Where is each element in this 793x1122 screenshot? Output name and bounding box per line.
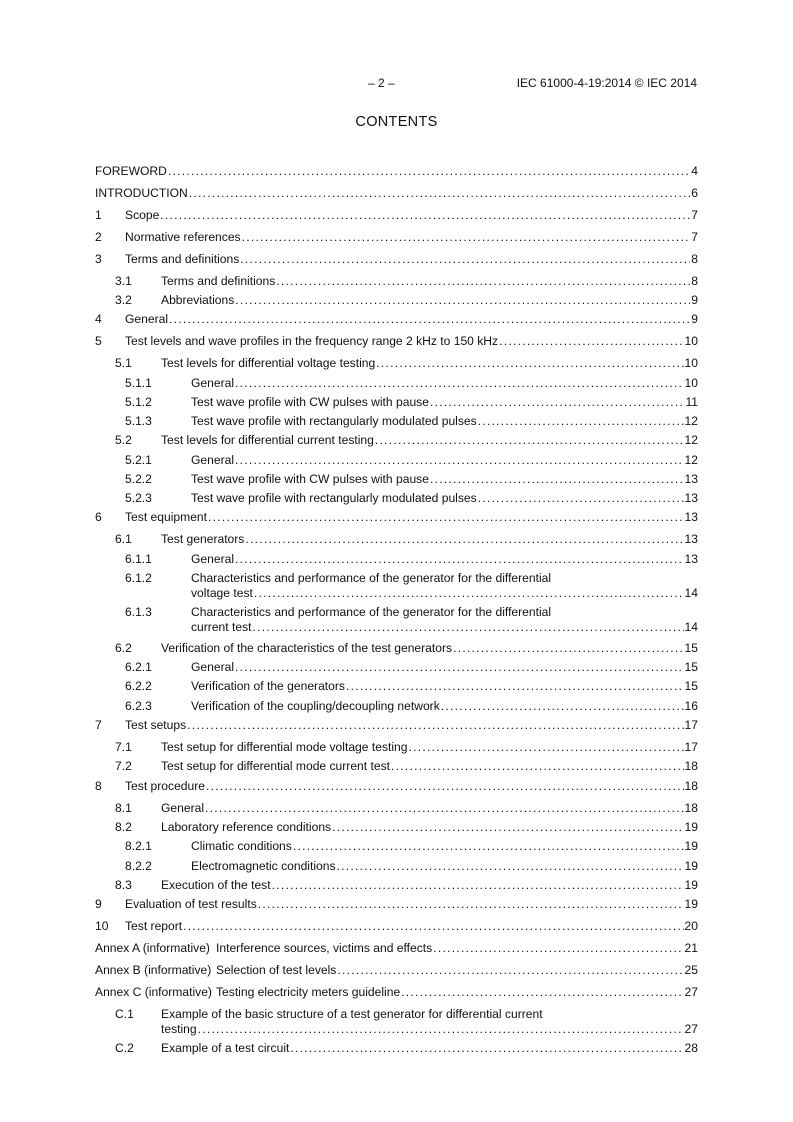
toc-entry-title: General	[191, 376, 235, 390]
toc-entry-title: Test wave profile with rectangularly modulated pulses	[191, 414, 477, 428]
toc-entry-title: Laboratory reference conditions	[161, 820, 332, 834]
toc-entry[interactable]	[95, 164, 698, 180]
toc-entry[interactable]	[95, 208, 698, 224]
toc-entry[interactable]	[95, 820, 698, 836]
toc-entry-title: FOREWORD	[95, 164, 167, 178]
toc-entry-page-number: 27	[684, 985, 698, 999]
toc-entry[interactable]	[95, 801, 698, 817]
toc-entry-number: 10	[95, 919, 109, 933]
toc-entry-title: General	[125, 312, 169, 326]
toc-entry-title: Normative references	[125, 230, 241, 244]
toc-entry-title: Testing electricity meters guideline	[216, 985, 401, 999]
dot-leader	[208, 510, 684, 525]
dot-leader	[235, 660, 684, 675]
toc-entry-title: Verification of the characteristics of the test generators	[161, 641, 453, 655]
toc-entry-page-number: 12	[684, 414, 698, 428]
toc-entry[interactable]	[95, 839, 698, 855]
toc-entry-title: Terms and definitions	[161, 274, 276, 288]
toc-entry-number: 5	[95, 334, 102, 348]
toc-entry-number: 6.1.3	[125, 605, 152, 619]
toc-entry-page-number: 11	[685, 395, 698, 409]
toc-entry-title: current test	[191, 620, 252, 634]
dot-leader	[430, 472, 684, 487]
dot-leader	[276, 274, 690, 289]
toc-entry-title: Test report	[125, 919, 183, 933]
dot-leader	[198, 1022, 684, 1037]
toc-entry-page-number: 25	[684, 963, 698, 977]
toc-entry-number: 6.2.2	[125, 679, 152, 693]
toc-entry[interactable]	[95, 878, 698, 894]
dot-leader	[168, 164, 690, 179]
toc-entry-number: 3.2	[115, 293, 132, 307]
toc-entry-number: 6.1.2	[125, 571, 152, 585]
toc-entry-number: 6.1.1	[125, 552, 152, 566]
toc-entry[interactable]	[95, 759, 698, 775]
toc-entry[interactable]	[95, 571, 698, 603]
toc-entry-page-number: 20	[684, 919, 698, 933]
toc-entry-title: Test setups	[125, 718, 187, 732]
toc-entry-number: 5.1.3	[125, 414, 152, 428]
dot-leader	[332, 820, 683, 835]
page-title: CONTENTS	[355, 114, 438, 130]
toc-entry[interactable]	[95, 552, 698, 568]
toc-entry-page-number: 18	[684, 759, 698, 773]
toc-entry[interactable]	[95, 605, 698, 637]
toc-entry-title: Test levels for differential voltage testing	[161, 356, 376, 370]
toc-entry[interactable]	[95, 1007, 698, 1039]
toc-entry-page-number: 18	[684, 779, 698, 793]
dot-leader	[189, 186, 691, 201]
toc-entry-page-number: 10	[684, 334, 698, 348]
toc-entry[interactable]	[95, 356, 698, 372]
dot-leader	[183, 919, 683, 934]
dot-leader	[290, 1041, 683, 1056]
toc-entry-page-number: 17	[684, 740, 698, 754]
toc-entry-number: Annex A (informative)	[95, 941, 210, 955]
toc-entry-title: Test wave profile with CW pulses with pause	[191, 472, 429, 486]
toc-entry[interactable]	[95, 334, 698, 350]
toc-entry[interactable]	[95, 699, 698, 715]
toc-entry-title: Test procedure	[125, 779, 205, 793]
toc-entry-page-number: 17	[684, 718, 698, 732]
toc-entry-page-number: 15	[684, 679, 698, 693]
toc-entry-page-number: 21	[684, 941, 698, 955]
dot-leader	[478, 414, 684, 429]
dot-leader	[346, 679, 684, 694]
toc-entry-number: 5.2.1	[125, 453, 152, 467]
dot-leader	[235, 376, 684, 391]
toc-entry-number: 8	[95, 779, 102, 793]
toc-entry-number: 3.1	[115, 274, 132, 288]
toc-entry-number: 8.2.2	[125, 859, 152, 873]
toc-entry-number: 8.1	[115, 801, 132, 815]
toc-entry-page-number: 9	[691, 312, 698, 326]
toc-entry-number: 5.2	[115, 433, 132, 447]
toc-entry-number: 6.2	[115, 641, 132, 655]
toc-entry[interactable]	[95, 859, 698, 875]
toc-entry-number: C.1	[115, 1007, 134, 1021]
dot-leader	[235, 453, 684, 468]
toc-entry-number: 7.2	[115, 759, 132, 773]
toc-entry-title: Scope	[125, 208, 160, 222]
toc-entry-page-number: 19	[684, 878, 698, 892]
toc-entry-page-number: 6	[691, 186, 698, 200]
toc-entry-title: General	[191, 660, 235, 674]
dot-leader	[242, 230, 691, 245]
toc-entry-title: Climatic conditions	[191, 839, 292, 853]
toc-entry-title: voltage test	[191, 586, 253, 600]
dot-leader	[235, 293, 690, 308]
dot-leader	[205, 801, 684, 816]
toc-entry-page-number: 13	[684, 552, 698, 566]
dot-leader	[376, 356, 683, 371]
toc-entry-title: Test equipment	[125, 510, 208, 524]
toc-entry-page-number: 18	[684, 801, 698, 815]
toc-entry[interactable]	[95, 414, 698, 430]
toc-entry[interactable]	[95, 376, 698, 392]
toc-entry-page-number: 19	[684, 839, 698, 853]
dot-leader	[499, 334, 683, 349]
toc-entry-title: Abbreviations	[161, 293, 235, 307]
toc-entry-title: testing	[161, 1022, 197, 1036]
toc-entry-title: Execution of the test	[161, 878, 271, 892]
toc-entry-title-line1: Characteristics and performance of the generator for the differential	[191, 571, 552, 585]
toc-entry-page-number: 8	[691, 252, 698, 266]
dot-leader	[272, 878, 684, 893]
toc-entry-title: INTRODUCTION	[95, 186, 188, 200]
toc-entry-title: Terms and definitions	[125, 252, 240, 266]
dot-leader	[375, 433, 684, 448]
toc-entry-title: Verification of the generators	[191, 679, 345, 693]
toc-entry[interactable]	[95, 433, 698, 449]
toc-entry[interactable]	[95, 472, 698, 488]
dot-leader	[401, 985, 683, 1000]
toc-entry-title-line1: Characteristics and performance of the generator for the differential	[191, 605, 552, 619]
toc-entry-page-number: 10	[684, 376, 698, 390]
toc-entry-page-number: 4	[691, 164, 698, 178]
toc-entry-title-line1: Example of the basic structure of a test generator for differential current	[161, 1007, 543, 1021]
toc-entry-page-number: 19	[684, 859, 698, 873]
toc-entry-title: Test wave profile with CW pulses with pause	[191, 395, 429, 409]
document-identifier: IEC 61000-4-19:2014 © IEC 2014	[516, 76, 697, 90]
toc-entry-number: 6.2.3	[125, 699, 152, 713]
toc-entry-number: 4	[95, 312, 102, 326]
toc-entry[interactable]	[95, 941, 698, 957]
toc-entry-title: Test setup for differential mode current test	[161, 759, 391, 773]
toc-entry-page-number: 15	[684, 660, 698, 674]
dot-leader	[160, 208, 690, 223]
toc-entry[interactable]	[95, 919, 698, 935]
toc-entry-page-number: 14	[684, 586, 698, 600]
toc-entry[interactable]	[95, 641, 698, 657]
toc-entry[interactable]	[95, 679, 698, 695]
toc-entry[interactable]	[95, 718, 698, 734]
toc-entry[interactable]	[95, 186, 698, 202]
toc-entry[interactable]	[95, 532, 698, 548]
toc-entry-title: Selection of test levels	[216, 963, 337, 977]
toc-entry-number: 8.2.1	[125, 839, 152, 853]
toc-entry[interactable]	[95, 312, 698, 328]
toc-entry-number: 2	[95, 230, 102, 244]
toc-entry-page-number: 12	[684, 433, 698, 447]
dot-leader	[245, 532, 683, 547]
dot-leader	[187, 718, 683, 733]
toc-entry-page-number: 19	[684, 820, 698, 834]
toc-entry-page-number: 27	[684, 1022, 698, 1036]
dot-leader	[433, 941, 683, 956]
toc-entry-number: 5.1	[115, 356, 132, 370]
toc-entry-number: C.2	[115, 1041, 134, 1055]
dot-leader	[293, 839, 684, 854]
toc-entry-number: 6.2.1	[125, 660, 152, 674]
toc-entry-page-number: 13	[684, 472, 698, 486]
toc-entry-title: Evaluation of test results	[125, 897, 257, 911]
toc-entry-number: 9	[95, 897, 102, 911]
dot-leader	[441, 699, 684, 714]
toc-entry-page-number: 7	[691, 208, 698, 222]
dot-leader	[258, 897, 684, 912]
toc-entry-number: 5.2.2	[125, 472, 152, 486]
toc-entry-title: Test generators	[161, 532, 245, 546]
toc-entry-number: 5.1.1	[125, 376, 152, 390]
toc-entry[interactable]	[95, 510, 698, 526]
toc-entry-number: Annex C (informative)	[95, 985, 212, 999]
dot-leader	[254, 586, 684, 601]
page-number: – 2 –	[368, 76, 395, 90]
toc-entry-title: General	[191, 552, 235, 566]
toc-entry-number: 8.3	[115, 878, 132, 892]
toc-entry-number: 5.2.3	[125, 491, 152, 505]
toc-entry-title: General	[191, 453, 235, 467]
toc-entry[interactable]	[95, 740, 698, 756]
toc-entry[interactable]	[95, 1041, 698, 1057]
toc-entry-page-number: 13	[684, 491, 698, 505]
toc-entry-page-number: 28	[684, 1041, 698, 1055]
dot-leader	[235, 552, 684, 567]
toc-entry-number: 7	[95, 718, 102, 732]
dot-leader	[453, 641, 683, 656]
dot-leader	[478, 491, 684, 506]
toc-entry-number: 6	[95, 510, 102, 524]
toc-entry-title: Test wave profile with rectangularly modulated pulses	[191, 491, 477, 505]
toc-entry-title: Example of a test circuit	[161, 1041, 290, 1055]
toc-entry[interactable]	[95, 274, 698, 290]
toc-entry[interactable]	[95, 897, 698, 913]
toc-entry[interactable]	[95, 395, 698, 411]
toc-entry[interactable]	[95, 453, 698, 469]
toc-entry-page-number: 13	[684, 510, 698, 524]
toc-entry[interactable]	[95, 963, 698, 979]
toc-entry-title: Electromagnetic conditions	[191, 859, 336, 873]
toc-entry[interactable]	[95, 252, 698, 268]
toc-entry[interactable]	[95, 293, 698, 309]
toc-entry-number: 6.1	[115, 532, 132, 546]
toc-entry-page-number: 12	[684, 453, 698, 467]
dot-leader	[206, 779, 684, 794]
toc-entry-number: 8.2	[115, 820, 132, 834]
dot-leader	[391, 759, 684, 774]
toc-entry-title: Test levels for differential current testing	[161, 433, 374, 447]
toc-entry[interactable]	[95, 230, 698, 246]
dot-leader	[409, 740, 684, 755]
toc-entry-number: 1	[95, 208, 102, 222]
toc-entry-page-number: 16	[684, 699, 698, 713]
page-header	[0, 76, 793, 92]
toc-entry[interactable]	[95, 779, 698, 795]
toc-entry-page-number: 8	[691, 274, 698, 288]
toc-entry-title: Interference sources, victims and effects	[216, 941, 433, 955]
toc-entry-number: 5.1.2	[125, 395, 152, 409]
toc-entry-number: 3	[95, 252, 102, 266]
toc-entry-page-number: 19	[684, 897, 698, 911]
toc-entry[interactable]	[95, 491, 698, 507]
toc-entry-title: Test setup for differential mode voltage testing	[161, 740, 408, 754]
toc-entry-title: Verification of the coupling/decoupling network	[191, 699, 440, 713]
toc-entry-number: Annex B (informative)	[95, 963, 212, 977]
toc-entry-number: 7.1	[115, 740, 132, 754]
dot-leader	[337, 859, 684, 874]
toc-entry[interactable]	[95, 985, 698, 1001]
toc-entry-page-number: 13	[684, 532, 698, 546]
dot-leader	[169, 312, 690, 327]
toc-entry-page-number: 7	[691, 230, 698, 244]
toc-entry-page-number: 10	[684, 356, 698, 370]
toc-entry-page-number: 14	[684, 620, 698, 634]
toc-entry-page-number: 9	[691, 293, 698, 307]
dot-leader	[240, 252, 690, 267]
toc-entry-title: Test levels and wave profiles in the frequency range 2 kHz to 150 kHz	[125, 334, 499, 348]
toc-entry-title: General	[161, 801, 205, 815]
toc-entry[interactable]	[95, 660, 698, 676]
dot-leader	[337, 963, 683, 978]
toc-entry-page-number: 15	[684, 641, 698, 655]
dot-leader	[430, 395, 684, 410]
dot-leader	[253, 620, 684, 635]
